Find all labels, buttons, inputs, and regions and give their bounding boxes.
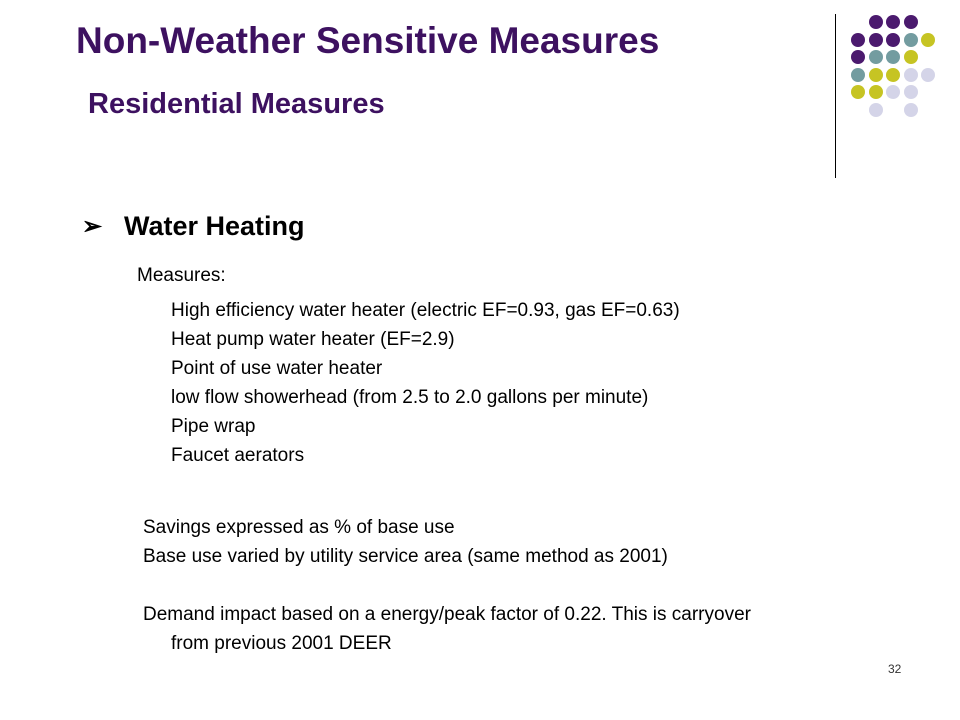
- decorative-dot: [851, 33, 865, 47]
- decorative-dot: [851, 68, 865, 82]
- list-item: low flow showerhead (from 2.5 to 2.0 gallons per minute): [171, 387, 649, 408]
- decorative-dot: [869, 50, 883, 64]
- slide-title: Non-Weather Sensitive Measures: [76, 20, 660, 61]
- decorative-dot: [886, 50, 900, 64]
- demand-note: Demand impact based on a energy/peak factor of 0.22. This is carryover: [143, 604, 751, 625]
- page-number: 32: [888, 662, 902, 676]
- savings-note: Savings expressed as % of base use: [143, 517, 455, 538]
- measures-list: [171, 296, 680, 470]
- decorative-dot: [904, 15, 918, 29]
- decorative-dot: [886, 68, 900, 82]
- demand-note-continued: from previous 2001 DEER: [171, 633, 392, 654]
- decorative-dot: [904, 103, 918, 117]
- list-item: Heat pump water heater (EF=2.9): [171, 329, 455, 350]
- bullet-arrow-icon: ➢: [82, 213, 103, 240]
- decorative-dot: [869, 68, 883, 82]
- decorative-dot: [869, 85, 883, 99]
- decorative-dot: [921, 68, 935, 82]
- decorative-dot: [886, 33, 900, 47]
- base-use-note: Base use varied by utility service area (same method as 2001): [143, 546, 668, 567]
- divider-line: [835, 14, 836, 178]
- list-item: High efficiency water heater (electric EF=0.93, gas EF=0.63): [171, 300, 680, 321]
- decorative-dot: [851, 85, 865, 99]
- decorative-dot: [869, 103, 883, 117]
- measures-label: Measures:: [137, 265, 226, 286]
- decorative-dot: [904, 85, 918, 99]
- list-item: Point of use water heater: [171, 358, 383, 379]
- decorative-dot: [869, 15, 883, 29]
- decorative-dot: [886, 85, 900, 99]
- slide-subtitle: Residential Measures: [88, 88, 385, 120]
- decorative-dot: [904, 68, 918, 82]
- decorative-dot: [921, 33, 935, 47]
- list-item: Pipe wrap: [171, 416, 256, 437]
- list-item: Faucet aerators: [171, 445, 305, 466]
- section-heading: Water Heating: [124, 211, 305, 241]
- notes-block: [143, 513, 751, 658]
- decorative-dot: [886, 15, 900, 29]
- decorative-dot: [869, 33, 883, 47]
- decorative-dot: [904, 50, 918, 64]
- decorative-dot: [904, 33, 918, 47]
- decorative-dot: [851, 50, 865, 64]
